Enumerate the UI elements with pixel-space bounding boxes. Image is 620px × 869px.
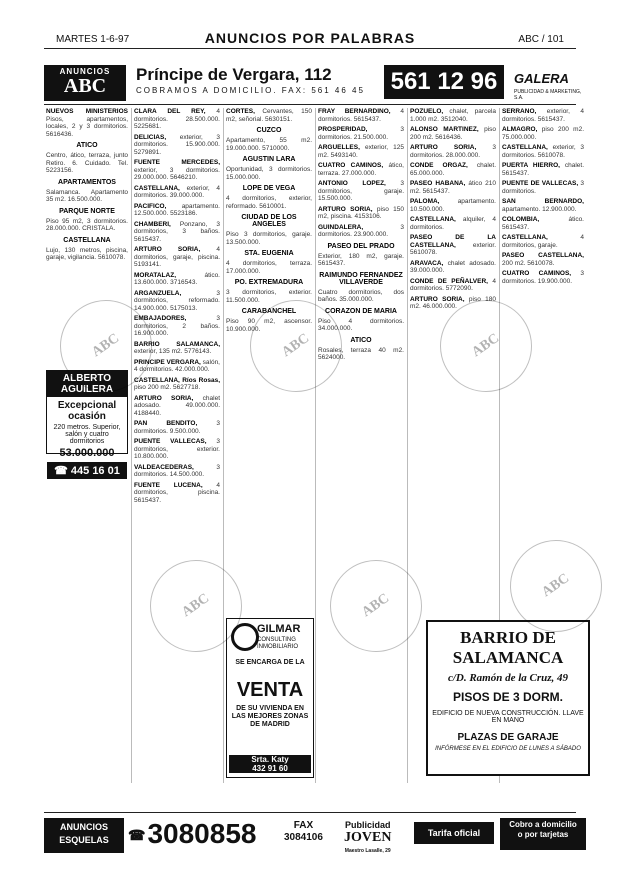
office-address: Príncipe de Vergara, 112 [136,65,332,84]
ad-price: 53.000.000 [59,447,115,459]
classified-ad [134,377,220,392]
gilmar-venta: VENTA [236,679,304,701]
ad-title: CASTELLANA, Ríos Rosas, [134,376,220,384]
cobramos-line: COBRAMOS A DOMICILIO. FAX: 561 46 45 [136,86,365,95]
classified-ad [46,218,128,233]
ad-title: PASEO DE LA CASTELLANA, [410,234,496,249]
ad-title: CASTELLANA, [502,144,548,151]
ad-text: ático. 5615437. [502,216,584,231]
ad-title: PAN BENDITO, [134,420,198,427]
salamanca-line2: SALAMANCA [452,648,564,667]
classified-ad [502,216,584,231]
alberto-aguilera-ad [46,370,128,477]
ad-title: FRAY BERNARDINO, [318,108,391,115]
classified-ad [318,347,404,362]
ad-title: ARGUELLES, [318,144,360,151]
classified-ad [134,359,220,374]
classified-ad [134,395,220,418]
ad-text: 3 dormitorios, exterior. 11.500.000. [226,289,312,304]
column-divider [407,108,408,783]
ad-text: chalet adosado. 39.000.000. [410,259,496,274]
classified-ad [410,180,496,195]
ad-text: 4 dormitorios. 5615437. [318,108,404,123]
abc-watermark: ABC [312,542,440,670]
abc-watermark: ABC [422,282,550,410]
classified-ad [318,126,404,141]
footer-fax: FAX 3084106 [284,820,323,843]
classified-ad [46,152,128,175]
ad-street: ALBERTO AGUILERA [47,371,127,397]
ad-title: POZUELO, [410,108,444,115]
ad-text: Salamanca. Apartamento 35 m2. 16.500.000. [46,188,128,203]
ad-title: NUEVOS MINISTERIOS [46,108,128,115]
classified-ad [46,247,128,262]
classified-ad [318,144,404,159]
classified-ad [134,185,220,200]
ad-section-heading: APARTAMENTOS [58,178,116,186]
classified-ad [226,108,312,123]
ad-title: ARTURO SORIA, [134,246,201,253]
ad-title: CASTELLANA, [502,234,548,241]
classified-ad [226,289,312,304]
page-number: ABC / 101 [518,34,564,45]
ad-phone: ☎ 445 16 01 [47,462,127,479]
gilmar-logo-icon [231,623,259,651]
telephone-icon: ☎ [128,827,146,844]
ad-text: chalet adosado. 49.000.000. 4188440. [134,394,220,417]
classified-ad [502,198,584,213]
ad-text: Ponzano, 3 dormitorios, 3 baños. 5615437. [134,220,220,243]
ad-text: Lujo, 130 metros, piscina, garaje, vigilancia. 5610078. [46,246,128,261]
ad-text: piso 200 m2. 75.000.000. [502,126,584,141]
ad-text: 3 dormitorios. 14.500.000. [134,463,220,478]
classified-ad [134,203,220,218]
ad-section-heading: PARQUE NORTE [59,207,115,215]
ad-title: ARTURO SORIA, [410,144,477,151]
ad-title: CUATRO CAMINOS, [318,162,384,169]
ad-section-heading: PASEO DEL PRADO [327,242,395,250]
classified-ad [502,234,584,249]
section-title: ANUNCIOS POR PALABRAS [204,30,416,46]
ad-title: ARTURO SORIA, [134,394,194,402]
footer-anuncios-esquelas: ANUNCIOS ESQUELAS [44,818,124,853]
classified-ad [134,221,220,244]
anuncios-abc-logo: ANUNCIOS ABC [44,65,126,101]
ad-title: CORTES, [226,108,255,115]
ad-text: 3 dormitorios. [502,180,584,195]
classified-ad [410,278,496,293]
ad-text: 4 dormitorios, garaje. [502,234,584,249]
classified-ad [410,144,496,159]
ad-text: Centro, ático, terraza, junto Retiro. 6. Cuidado. Tel. 5223156. [46,152,128,174]
ad-text: exterior, 3 dormitorios. 29.000.000. 5646210. [134,166,220,181]
gilmar-inmobiliario: INMOBILIARIO [257,644,299,650]
ad-title: ANTONIO LOPEZ, [318,180,386,187]
ad-text: apartamento. 10.500.000. [410,198,496,213]
ad-title: GUINDALERA, [318,223,364,231]
gilmar-encarga: SE ENCARGA DE LA [235,659,305,666]
galera-subtitle: PUBLICIDAD & MARKETING, S.A. [514,89,582,101]
ad-title: SERRANO, [502,108,537,115]
header-rule [44,48,576,49]
ad-title: ARGANZUELA, [134,289,182,297]
column-2 [134,108,220,783]
ad-title: CHAMBERI, [134,220,171,228]
ad-title: CASTELLANA, [134,184,180,192]
ad-section-heading: STA. EUGENIA [244,250,294,257]
classified-ad [318,206,404,221]
column-5 [410,108,496,613]
ad-text: 3 dormitorios, garaje. 15.500.000. [318,180,404,202]
ad-text: 4 dormitorios, piscina. 5615437. [134,481,220,504]
classified-ad [134,341,220,356]
classified-ad [502,162,584,177]
footer-cobro: Cobro a domicilio o por tarjetas [500,818,586,850]
ad-title: PUERTA HIERRO, [502,162,560,169]
ad-text: 4 dormitorios, exterior, reformado. 5610001. [226,195,312,210]
ad-text: exterior, 3 dormitorios. 5610078. [502,144,584,159]
ad-text: Piso 4 dormitorios. 34.000.000. [318,317,404,332]
ad-title: PASEO HABANA, [410,180,466,187]
gilmar-name: GILMAR [257,623,301,635]
ad-text: 4 dormitorios. 5772090. [410,277,496,292]
page-header [0,0,620,58]
ad-headline: Excepcional ocasión [57,400,117,422]
classified-ad [46,108,128,138]
classified-ad [226,260,312,275]
classified-ad [318,318,404,333]
ad-text: chalet. 65.000.000. [410,162,496,177]
column-3 [226,108,312,613]
ad-title: VALDEACEDERAS, [134,463,194,471]
classified-ad [502,144,584,159]
classified-ad [318,224,404,239]
ad-text: chalet. 5615437. [502,162,584,177]
ad-title: ALMAGRO, [502,126,538,133]
galera-logo: GALERA [514,71,569,86]
salamanca-pisos: PISOS DE 3 DORM. [452,690,564,704]
classified-ad [502,126,584,141]
ad-text: apartamento. 12.900.000. [502,205,577,213]
classified-ad [318,253,404,268]
ad-title: ALONSO MARTINEZ, [410,126,479,133]
ad-text: chalet, parcela 1.000 m2. 3512040. [410,108,496,123]
ad-text: exterior, 3 dormitorios. 15.900.000. 5279891. [134,133,220,156]
ad-text: Apartamento, 55 m2. 19.000.000. 5710000. [226,137,312,152]
salamanca-edificio: EDIFICIO DE NUEVA CONSTRUCCIÓN. LLAVE EN MANO [432,710,584,724]
ad-section-heading: RAIMUNDO FERNANDEZ VILLAVERDE [319,271,403,286]
phone-icon: ☎ [54,465,71,477]
column-6 [502,108,584,613]
ad-title: FUENTE MERCEDES, [134,159,220,166]
ad-text: 3 dormitorios, reformado. 14.900.000. 5175013. [134,289,220,312]
ad-title: PASEO CASTELLANA, [502,252,584,259]
ad-text: salón, 4 dormitorios. 42.000.000. [134,358,220,373]
classified-ad [318,180,404,203]
ad-text: Piso 90 m2, ascensor. 10.900.000. [226,318,312,333]
ad-section-heading: AGUSTIN LARA [242,156,296,163]
ad-text: 4 dormitorios, garaje, piscina. 5193141. [134,246,220,268]
ad-text: piso 180 m2. 46.000.000. [410,295,496,310]
classified-ad [134,159,220,182]
classified-ad [502,252,584,267]
salamanca-informese: INFÓRMESE EN EL EDIFICIO DE LUNES A SÁBADO [435,746,581,752]
salamanca-line1: BARRIO DE [460,628,556,647]
salamanca-garaje: PLAZAS DE GARAJE [457,732,559,743]
ad-text: Piso 3 dormitorios, garaje. 13.500.000. [226,231,312,246]
ad-section-heading: ATICO [350,336,372,344]
classified-ad [318,108,404,123]
ad-title: MORATALAZ, [134,271,176,279]
classified-ad [134,420,220,435]
ad-title: PALOMA, [410,198,440,205]
abc-watermark: ABC [492,522,620,650]
ad-title: CASTELLANA, [410,216,456,223]
column-divider [131,108,132,783]
ad-title: PRINCIPE VERGARA, [134,358,201,366]
column-divider [315,108,316,783]
ad-text: Piso 95 m2, 3 dormitorios. 28.000.000. CRISTALA. [46,217,128,232]
classified-ad [502,108,584,123]
issue-date: MARTES 1-6-97 [56,34,130,45]
classified-ad [410,108,496,123]
classified-ad [134,438,220,461]
classified-ad [410,296,496,311]
ad-title: ARTURO SORIA, [318,205,373,213]
classified-ad [46,189,128,204]
classified-ad [410,234,496,257]
classified-ad [410,126,496,141]
ad-text: apartamento. 12.500.000. 5523186. [134,202,220,217]
classified-ad [226,318,312,333]
office-phone: 561 12 96 [384,65,504,99]
ad-description: 220 metros. Superior, salón y cuatro dormitorios [53,424,121,445]
banner-rule [44,104,576,105]
ad-section-heading: CARABANCHEL [241,308,297,315]
ad-title: ARAVACA, [410,259,444,267]
top-banner [44,65,582,101]
classified-ad [134,134,220,157]
ad-text: 3 dormitorios. 9.500.000. [134,420,220,435]
ad-text: ático, terraza. 27.000.000. [318,162,404,177]
abc-watermark: ABC [42,282,170,410]
classified-ad [502,270,584,285]
salamanca-ad [426,620,590,776]
classified-ad [410,260,496,275]
ad-text: exterior. 5610078. [410,241,496,256]
classified-ad [226,231,312,246]
classified-ad [226,166,312,181]
ad-text: Pisos, apartamentos, locales, 2 y 3 dormitorios. 5616436. [46,115,128,138]
ad-title: PROSPERIDAD, [318,126,368,133]
ad-title: CLARA DEL REY, [134,108,206,115]
ad-text: 3 dormitorios. 28.000.000. [410,144,496,159]
ad-text: ático. 13.600.000. 3716543. [134,271,220,286]
ad-title: CUATRO CAMINOS, [502,270,572,277]
ad-title: ARTURO SORIA, [410,295,465,303]
ad-title: PACIFICO, [134,202,167,210]
ad-text: piso 200 m2. 5627718. [134,384,201,391]
ad-text: exterior, 4 dormitorios. 5615437. [502,108,584,123]
classified-ad [134,272,220,287]
ad-text: Oportunidad, 3 dormitorios. 15.000.000. [226,166,312,181]
ad-section-heading: ATICO [76,142,98,149]
salamanca-address: c/D. Ramón de la Cruz, 49 [447,672,569,684]
classified-ad [318,162,404,177]
ad-text: Rosales, terraza 40 m2. 5624000. [318,346,404,361]
ad-text: 3 dormitorios, exterior. 10.800.000. [134,438,220,460]
ad-text: Cuatro dormitorios, dos baños. 35.000.000. [318,288,404,303]
ad-text: 3 dormitorios. 23.900.000. [318,223,404,238]
gilmar-body: DE SU VIVIENDA EN LAS MEJORES ZONAS DE MADRID [231,705,309,728]
abc-watermark: ABC [232,282,360,410]
ad-section-heading: CIUDAD DE LOS ANGELES [241,214,297,228]
gilmar-contact: Srta. Katy 432 91 60 [229,755,311,773]
ad-text: exterior, 125 m2. 5493140. [318,144,404,159]
ad-title: CONDE DE PEÑALVER, [410,277,488,285]
ad-text: Cervantes, 150 m2, señorial. 5630151. [226,108,312,123]
footer-publicidad-joven: Publicidad JOVEN Maestro Lasalle, 29 [344,820,392,854]
footer-rule [44,812,576,813]
ad-text: Exterior, 180 m2, garaje. 5615437. [318,252,404,267]
ad-title: CONDE ORGAZ, [410,162,468,169]
ad-text: 3 dormitorios. 21.500.000. [318,126,404,141]
classified-ad [410,216,496,231]
ad-title: COLOMBIA, [502,216,540,223]
ad-title: DELICIAS, [134,133,167,141]
classified-ad [134,108,220,131]
footer-tarifa: Tarifa oficial [414,822,494,844]
page-footer [44,818,584,852]
classified-ad [410,162,496,177]
ad-section-heading: PO. EXTREMADURA [234,279,304,286]
ad-title: EMBAJADORES, [134,315,187,322]
ad-section-heading: CASTELLANA [63,236,111,244]
ad-section-heading: CORAZON DE MARIA [325,307,397,315]
gilmar-consulting: CONSULTING [257,637,296,643]
classified-ad [318,289,404,304]
classified-ad [134,315,220,338]
abc-watermark: ABC [132,542,260,670]
classified-ad [134,290,220,313]
classified-ad [226,137,312,152]
classified-ad [502,180,584,195]
ad-title: PUENTE DE VALLECAS, [502,180,579,187]
ad-title: FUENTE LUCENA, [134,481,203,489]
gilmar-ad [226,618,314,778]
ad-text: 3 dormitorios. 19.900.000. [502,270,584,285]
classified-ad [410,198,496,213]
ad-text: 200 m2. 5610078. [502,259,555,267]
ad-text: 3 dormitorios, 2 baños. 16.900.000. [134,315,220,337]
ad-text: exterior, 4 dormitorios. 39.000.000. [134,184,220,199]
ad-section-heading: CUZCO [256,127,282,134]
ad-text: ático 210 m2. 5615437. [410,180,496,195]
column-4 [318,108,404,783]
column-divider [223,108,224,783]
footer-phone: ☎3080858 [128,818,257,849]
ad-text: piso 150 m2, piscina. 4153106. [318,205,404,220]
ad-title: SAN BERNARDO, [502,198,584,205]
classified-ad [226,195,312,210]
ad-title: PUENTE VALLECAS, [134,438,207,445]
ad-text: exterior, 135 m2. 5776143. [134,348,212,355]
ad-text: alquiler, 4 dormitorios. [410,216,496,231]
ad-section-heading: LOPE DE VEGA [242,185,296,192]
classified-ad [134,464,220,479]
ad-text: piso 200 m2. 5616436. [410,126,496,141]
classified-ad [134,482,220,505]
ad-text: 4 dormitorios, terraza. 17.000.000. [226,260,312,275]
classified-ad [134,246,220,269]
ad-title: BARRIO SALAMANCA, [134,340,220,348]
ad-text: 4 dormitorios. 28.500.000. 5225681. [134,108,220,130]
